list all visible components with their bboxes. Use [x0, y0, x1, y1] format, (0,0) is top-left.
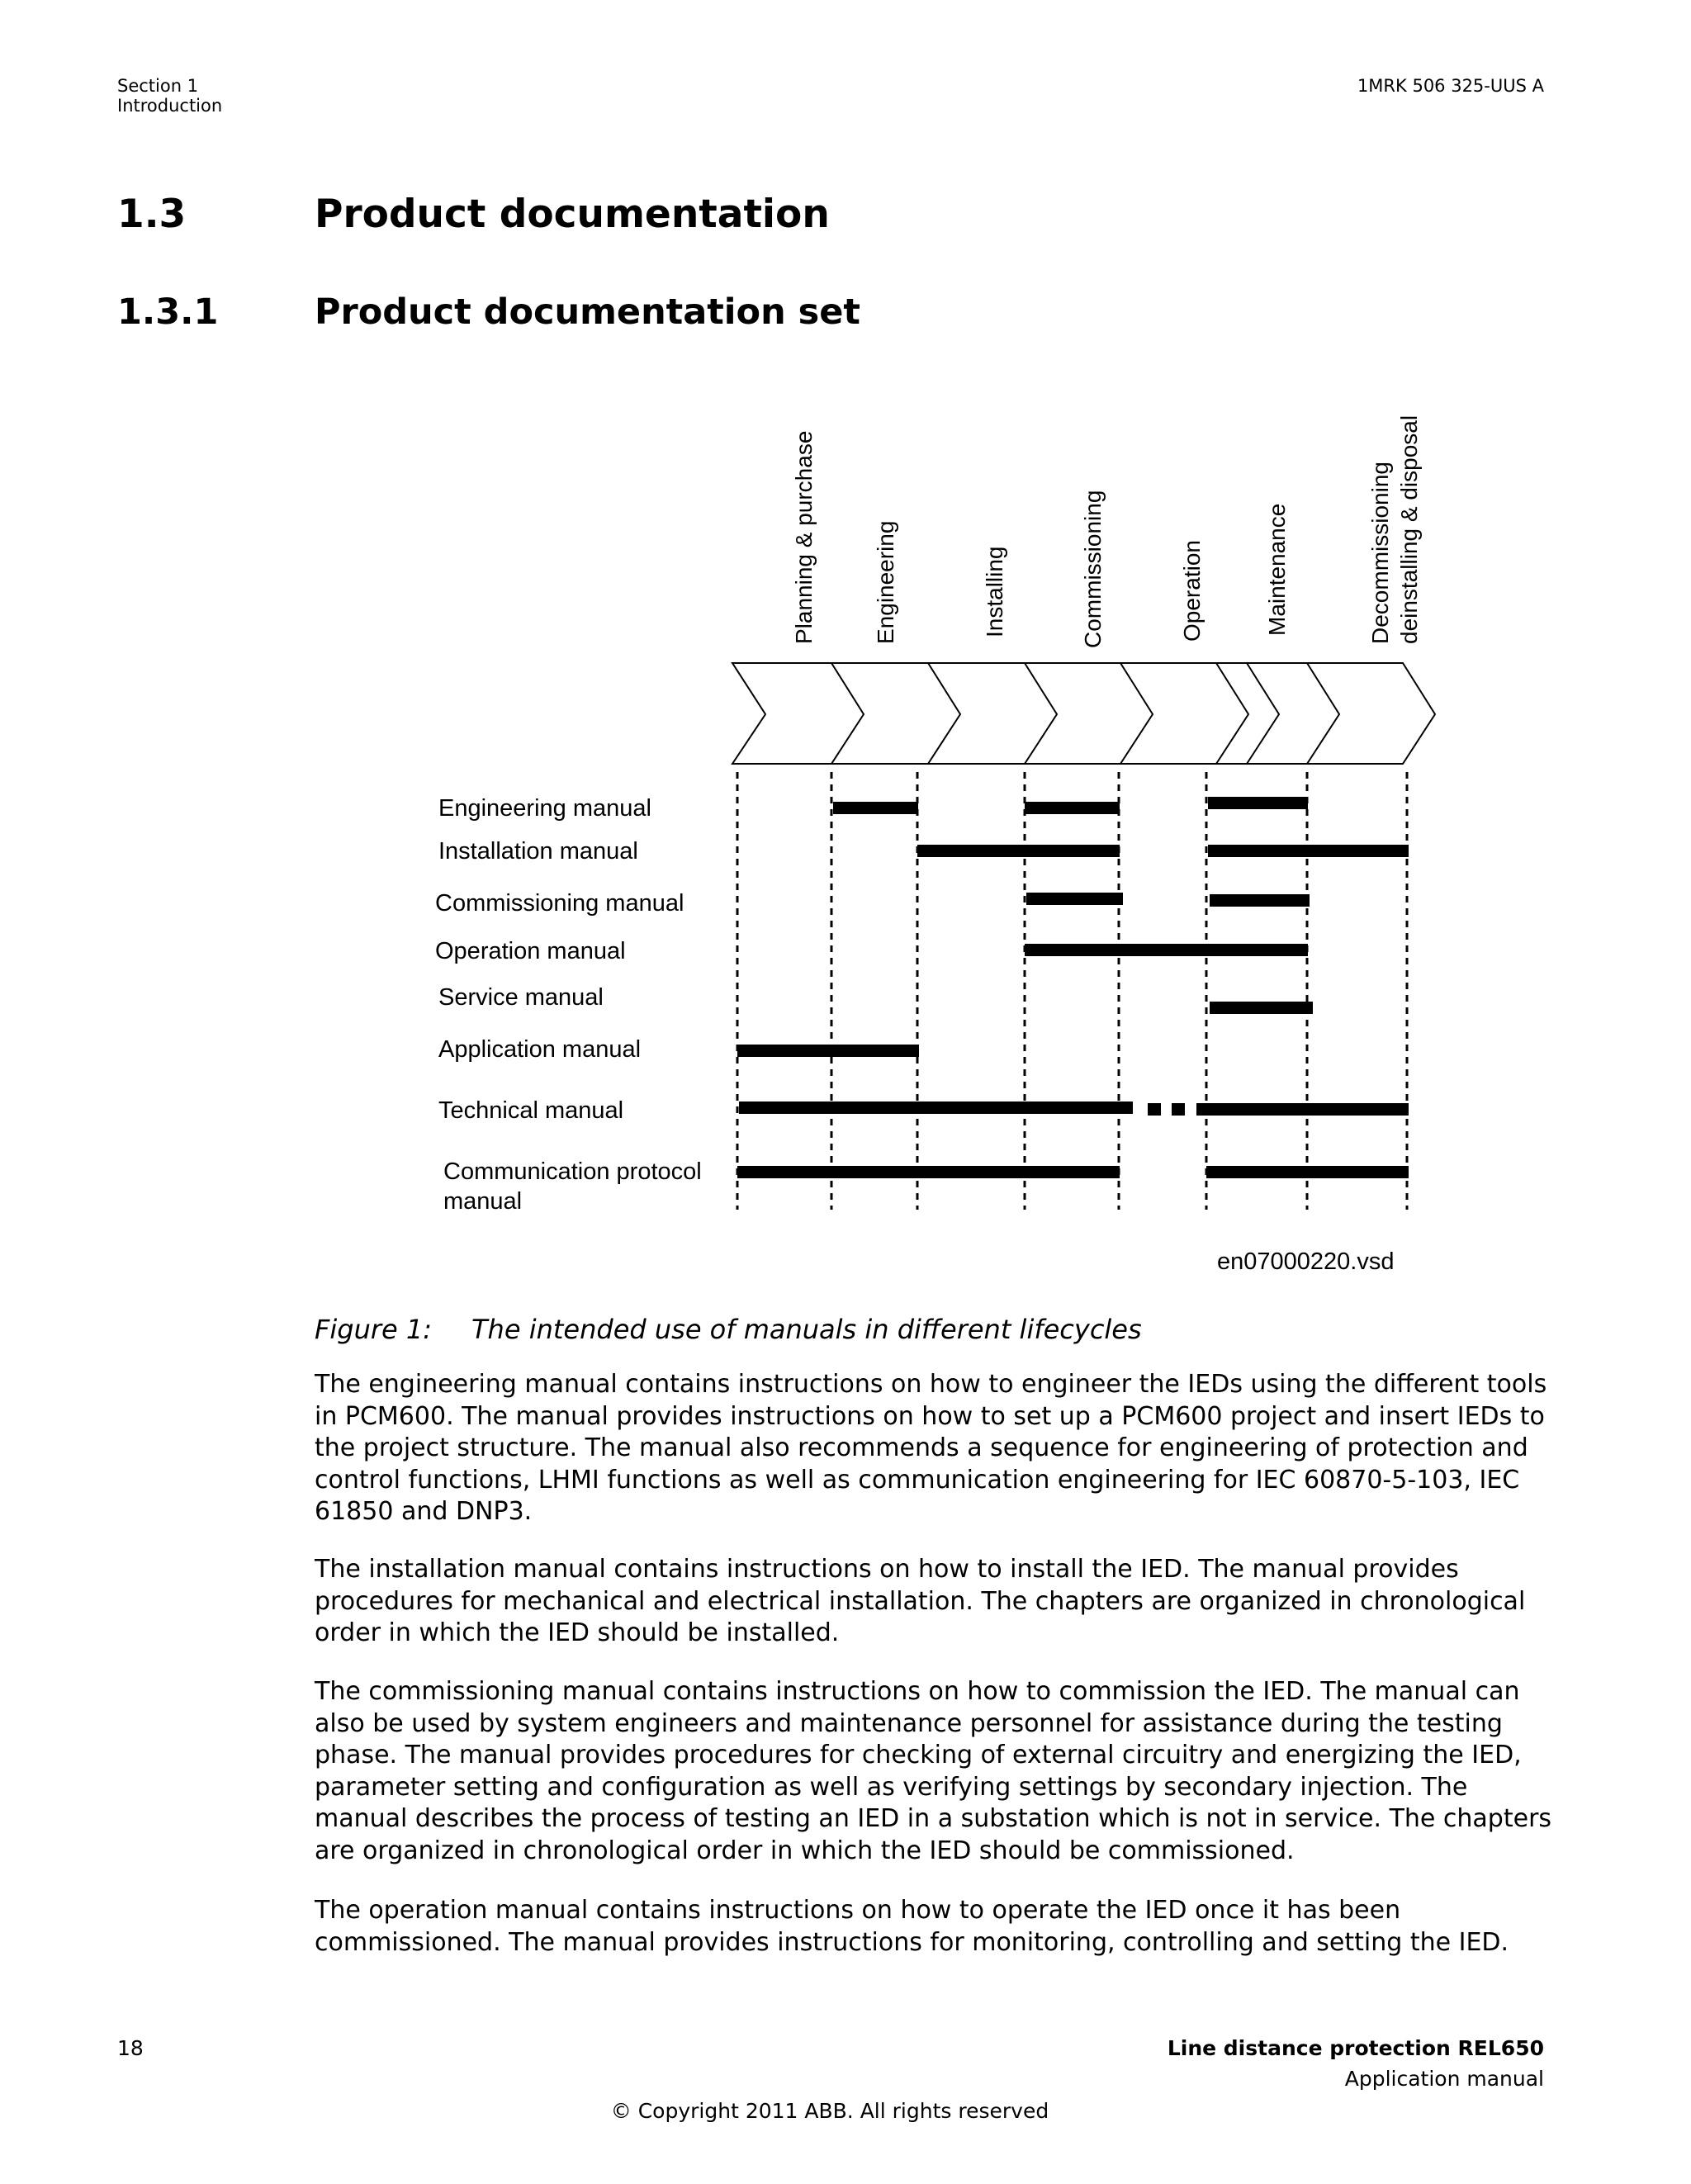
bar-installation-1 — [917, 845, 1120, 857]
paragraph-installation-manual: The installation manual contains instructions on how to install the IED. The manual provides procedures for mechanical and electrical installation. The chapters are organized in chronological order in which the IED should be installed. — [315, 1555, 1526, 1647]
copyright-notice: © Copyright 2011 ABB. All rights reserved — [610, 2099, 1049, 2123]
phase-label-planning: Planning & purchase — [791, 430, 817, 644]
manual-label-installation: Installation manual — [438, 838, 638, 865]
phase-label-decommissioning: Decommissioning — [1367, 462, 1393, 644]
heading-1-number: 1.3 — [117, 192, 187, 237]
chapter-label: Introduction — [117, 96, 223, 116]
product-title: Line distance protection REL650 — [1167, 2036, 1544, 2060]
bar-commissioning-1 — [1026, 893, 1123, 905]
phase-label-operation: Operation — [1179, 540, 1205, 642]
figure-caption-text: The intended use of manuals in different lifecycles — [471, 1314, 1142, 1345]
phase-label-disposal: deinstalling & disposal — [1396, 415, 1422, 644]
lifecycle-chevron-arrow — [732, 663, 1435, 764]
bar-application-1 — [737, 1045, 919, 1057]
bar-engineering-1 — [833, 802, 918, 814]
page-number: 18 — [117, 2036, 144, 2060]
bar-technical-dash-1 — [1148, 1103, 1161, 1116]
figure-caption-number: Figure 1: — [315, 1314, 433, 1345]
paragraph-operation-manual: The operation manual contains instructions on how to operate the IED once it has been commissioned. The manual provides instructions for monitoring, controlling and setting the IED. — [315, 1896, 1509, 1957]
manual-label-technical: Technical manual — [438, 1097, 624, 1124]
manual-type: Application manual — [1344, 2067, 1544, 2091]
figure-file-name: en07000220.vsd — [1217, 1248, 1395, 1275]
bar-technical-dash-2 — [1172, 1103, 1185, 1116]
bar-communication-1 — [737, 1166, 1120, 1178]
section-label: Section 1 — [117, 76, 199, 96]
manual-label-application: Application manual — [438, 1036, 642, 1063]
manual-label-service: Service manual — [438, 984, 604, 1011]
phase-label-engineering: Engineering — [873, 520, 898, 644]
heading-1-title: Product documentation — [315, 192, 830, 237]
heading-2-title: Product documentation set — [315, 291, 860, 333]
paragraph-commissioning-manual: The commissioning manual contains instructions on how to commission the IED. The manual can also be used by system engineers and maintenance personnel for assistance during the testing phase. The manual provides procedures for checking of external circuitry and energizing the IED, parameter setting and configuration as well as verifying settings by secondary injection. The manual describes the process of testing an IED in a substation which is not in service. The chapters are organized in chronological order in which the IED should be commissioned. — [315, 1677, 1552, 1865]
heading-2-number: 1.3.1 — [117, 291, 219, 333]
bar-engineering-3 — [1208, 797, 1308, 809]
phase-label-installing: Installing — [982, 546, 1007, 637]
bar-communication-2 — [1206, 1166, 1409, 1178]
manual-label-commissioning: Commissioning manual — [435, 890, 684, 917]
manual-label-operation: Operation manual — [435, 938, 626, 964]
bar-engineering-2 — [1025, 802, 1120, 814]
bar-service-1 — [1210, 1002, 1313, 1014]
phase-label-commissioning: Commissioning — [1080, 490, 1106, 648]
figure-caption — [315, 1313, 1142, 1346]
manual-label-communication-protocol-line2: manual — [443, 1188, 523, 1215]
bar-commissioning-2 — [1210, 894, 1310, 907]
bar-technical-1 — [739, 1101, 1133, 1114]
document-id: 1MRK 506 325-UUS A — [1357, 76, 1544, 96]
bar-installation-2 — [1208, 845, 1409, 857]
phase-boundary-lines — [737, 772, 1407, 1210]
manual-label-communication-protocol: Communication protocol — [443, 1158, 702, 1185]
bar-technical-2 — [1196, 1103, 1409, 1116]
phase-label-maintenance: Maintenance — [1264, 503, 1290, 636]
manual-label-engineering: Engineering manual — [438, 795, 651, 822]
bar-operation-1 — [1025, 944, 1308, 956]
paragraph-engineering-manual: The engineering manual contains instructions on how to engineer the IEDs using the different tools in PCM600. The manual provides instructions on how to set up a PCM600 project and insert IEDs to the project structure. The manual also recommends a sequence for engineering of protection and control functions, LHMI functions as well as communication engineering for IEC 60870-5-103, IEC 61850 and DNP3. — [315, 1370, 1547, 1526]
